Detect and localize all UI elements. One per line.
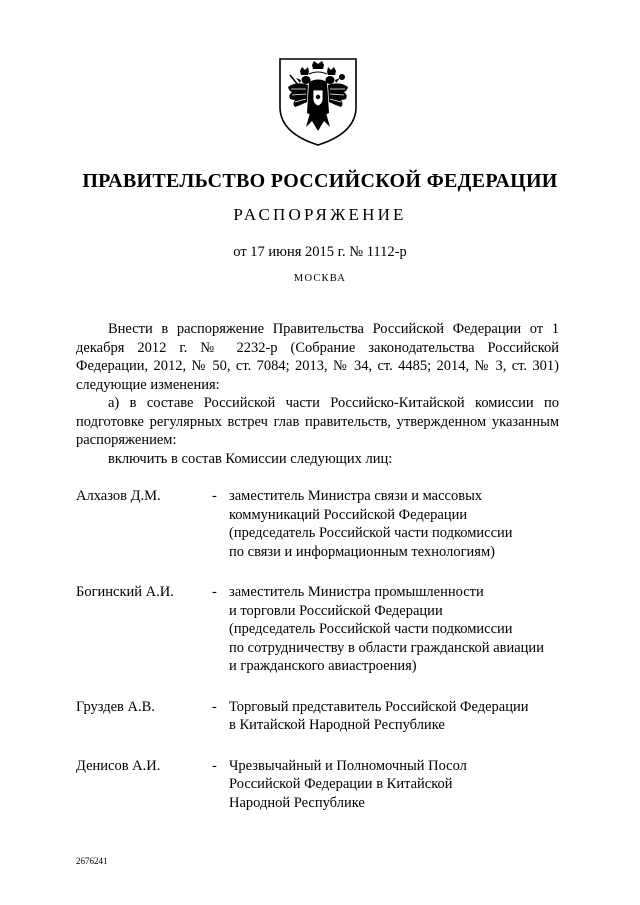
member-position: заместитель Министра связи и массовых коммуникаций Российской Федерации (председатель Российской части подкомиссии по связи и информационным технологиям)	[229, 488, 513, 560]
document-type: РАСПОРЯЖЕНИЕ	[233, 205, 407, 224]
members-list	[76, 487, 576, 834]
member-entry	[76, 698, 576, 735]
paragraph-clause-a: а) в составе Российской части Российско-Китайской комиссии по подготовке регулярных встреч глав правительств, утвержденном указанным распоряжением:	[76, 395, 559, 448]
member-dash: -	[212, 757, 217, 774]
member-position: заместитель Министра промышленности и торговли Российской Федерации (председатель Российской части подкомиссии по сотрудничеству в области гражданской авиации и гражданского авиастроения)	[229, 584, 544, 674]
member-name: Алхазов Д.М.	[76, 488, 161, 504]
paragraph-intro: Внести в распоряжение Правительства Российской Федерации от 1 декабря 2012 г. № 2232-р (Собрание законодательства Российской Федерации, 2012, № 50, ст. 7084; 2013, № 34, ст. 4485; 2014, № 3, ст. 301) следующие изменения:	[76, 321, 559, 393]
member-entry	[76, 487, 576, 561]
member-entry	[76, 757, 576, 813]
city-name: МОСКВА	[293, 273, 347, 284]
date-and-number: от 17 июня 2015 г. № 1112-р	[233, 244, 407, 260]
member-name: Денисов А.И.	[76, 757, 161, 774]
order-text	[76, 320, 559, 468]
paragraph-include: включить в состав Комиссии следующих лиц:	[108, 450, 393, 467]
document-id-number: 2676241	[76, 856, 108, 866]
member-dash: -	[212, 584, 217, 600]
member-position: Торговый представитель Российской Федерации в Китайской Народной Республике	[229, 698, 529, 733]
page-title: ПРАВИТЕЛЬСТВО РОССИЙСКОЙ ФЕДЕРАЦИИ	[82, 170, 558, 192]
member-dash: -	[212, 488, 217, 504]
member-name: Богинский А.И.	[76, 584, 174, 600]
member-name: Груздев А.В.	[76, 698, 155, 715]
member-dash: -	[212, 698, 217, 715]
member-entry	[76, 583, 576, 676]
member-position: Чрезвычайный и Полномочный Посол Российской Федерации в Китайской Народной Республике	[229, 757, 467, 811]
coat-of-arms-emblem	[276, 55, 360, 147]
